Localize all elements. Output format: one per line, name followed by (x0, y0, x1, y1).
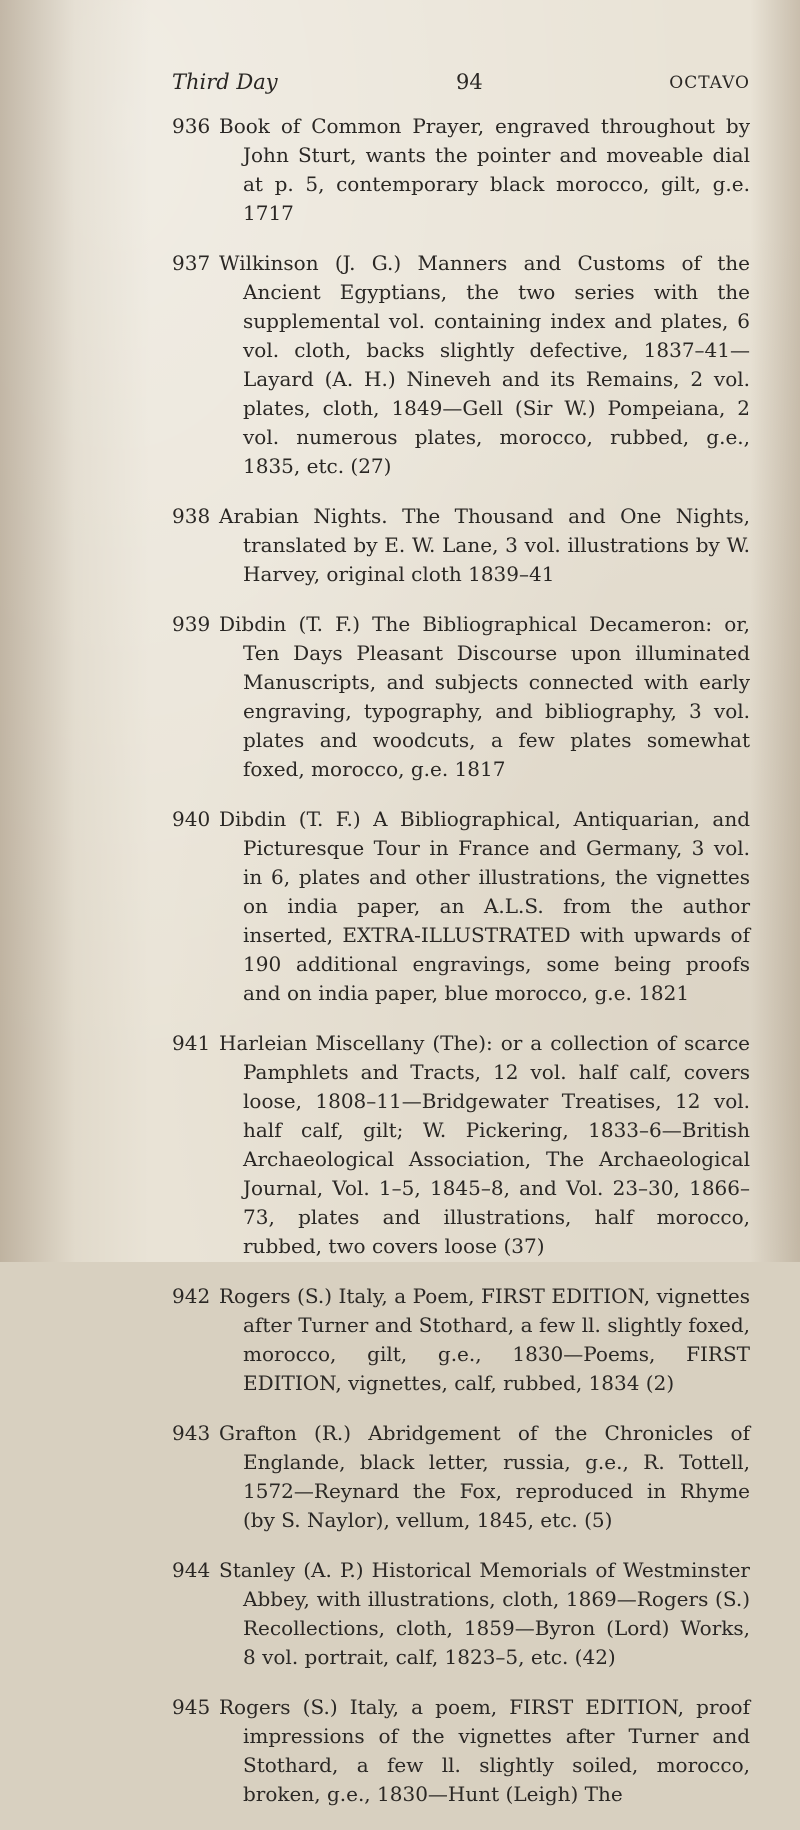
lot-entry (0, 112, 800, 228)
lot-number: 939 (172, 612, 211, 636)
lot-description: Dibdin (T. F.) The Bibliographical Decameron: or, Ten Days Pleasant Discourse upon illuminated Manuscripts, and subjects connected with early engraving, typography, and bibliography, 3 vol. plates and woodcuts, a few plates somewhat foxed, morocco, g.e. 1817 (219, 612, 750, 781)
lot-entry (0, 1556, 800, 1672)
lot-entry (0, 1282, 800, 1398)
lot-number: 944 (172, 1558, 211, 1582)
lot-list (0, 112, 800, 1830)
running-header (172, 70, 750, 104)
lot-number: 945 (172, 1695, 211, 1719)
lot-number: 941 (172, 1031, 211, 1055)
lot-description: Wilkinson (J. G.) Manners and Customs of the Ancient Egyptians, the two series with the supplemental vol. containing index and plates, 6 vol. cloth, backs slightly defective, 1837–41—Layard (A. H.) Nineveh and its Remains, 2 vol. plates, cloth, 1849—Gell (Sir W.) Pompeiana, 2 vol. numerous plates, morocco, rubbed, g.e., 1835, etc. (27) (219, 251, 750, 478)
header-day: Third Day (172, 70, 278, 94)
lot-description: Rogers (S.) Italy, a Poem, FIRST EDITION, vignettes after Turner and Stothard, a few ll. slightly foxed, morocco, gilt, g.e., 1830—Poems, FIRST EDITION, vignettes, calf, rubbed, 1834 (2) (219, 1284, 750, 1395)
lot-description: Arabian Nights. The Thousand and One Nights, translated by E. W. Lane, 3 vol. illustrations by W. Harvey, original cloth 1839–41 (219, 504, 750, 586)
lot-description: Rogers (S.) Italy, a poem, FIRST EDITION, proof impressions of the vignettes after Turner and Stothard, a few ll. slightly soiled, morocco, broken, g.e., 1830—Hunt (Leigh) The (219, 1695, 750, 1806)
lot-number: 937 (172, 251, 211, 275)
lot-number: 942 (172, 1284, 211, 1308)
lot-number: 940 (172, 807, 211, 831)
lot-number: 936 (172, 114, 211, 138)
lot-description: Dibdin (T. F.) A Bibliographical, Antiquarian, and Picturesque Tour in France and Germany, 3 vol. in 6, plates and other illustrations, the vignettes on india paper, an A.L.S. from the author inserted, EXTRA-ILLUSTRATED with upwards of 190 additional engravings, some being proofs and on india paper, blue morocco, g.e. 1821 (219, 807, 750, 1005)
lot-description: Harleian Miscellany (The): or a collection of scarce Pamphlets and Tracts, 12 vol. half calf, covers loose, 1808–11—Bridgewater Treatises, 12 vol. half calf, gilt; W. Pickering, 1833–6—British Archaeological Association, The Archaeological Journal, Vol. 1–5, 1845–8, and Vol. 23–30, 1866–73, plates and illustrations, half morocco, rubbed, two covers loose (37) (219, 1031, 750, 1258)
lot-number: 943 (172, 1421, 211, 1445)
lot-entry (0, 1419, 800, 1535)
page-number: 94 (456, 70, 483, 94)
lot-entry (0, 502, 800, 589)
lot-entry (0, 1693, 800, 1809)
lot-entry (0, 249, 800, 481)
lot-entry (0, 610, 800, 784)
lot-description: Grafton (R.) Abridgement of the Chronicles of Englande, black letter, russia, g.e., R. Tottell, 1572—Reynard the Fox, reproduced in Rhyme (by S. Naylor), vellum, 1845, etc. (5) (219, 1421, 750, 1532)
lot-description: Stanley (A. P.) Historical Memorials of Westminster Abbey, with illustrations, cloth, 1869—Rogers (S.) Recollections, cloth, 1859—Byron (Lord) Works, 8 vol. portrait, calf, 1823–5, etc. (42) (219, 1558, 750, 1669)
lot-description: Book of Common Prayer, engraved throughout by John Sturt, wants the pointer and moveable dial at p. 5, contemporary black morocco, gilt, g.e. 1717 (219, 114, 750, 225)
lot-entry (0, 1029, 800, 1261)
lot-entry (0, 805, 800, 1008)
lot-number: 938 (172, 504, 211, 528)
header-format: OCTAVO (669, 73, 750, 93)
